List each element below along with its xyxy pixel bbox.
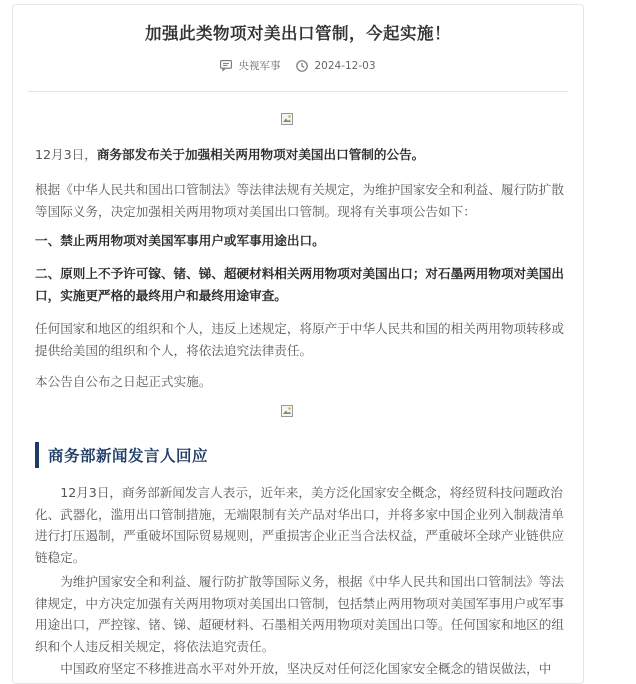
article-meta <box>13 58 583 73</box>
spokesperson-paragraph-2: 为维护国家安全和利益、履行防扩散等国际义务，根据《中华人民共和国出口管制法》等法律规定，中方决定加强有关两用物项对美国出口管制，包括禁止两用物项对美国军事用户或军事用途出口，严控镓、锗、锑、超硬材料、石墨相关两用物项对美国出口等。任何国家和地区的组织和个人违反相关规定，将依法追究责任。 <box>35 574 564 654</box>
header-divider <box>28 91 568 92</box>
lead-bold: 商务部发布关于加强相关两用物项对美国出口管制的公告。 <box>96 147 425 162</box>
broken-image-icon <box>281 405 293 417</box>
broken-image-icon <box>281 113 293 125</box>
clause-one: 一、禁止两用物项对美国军事用户或军事用途出口。 <box>35 233 325 248</box>
announcement-lead <box>35 144 570 166</box>
section-title: 商务部新闻发言人回应 <box>48 447 209 465</box>
source-meta <box>220 58 280 73</box>
clock-icon <box>296 60 308 72</box>
article-date: 2024-12-03 <box>314 59 376 72</box>
article-card <box>12 4 584 684</box>
effective-paragraph: 本公告自公布之日起正式实施。 <box>35 374 212 389</box>
spokesperson-paragraph-1: 12月3日，商务部新闻发言人表示，近年来，美方泛化国家安全概念，将经贸科技问题政治化、武器化，滥用出口管制措施，无端限制有关产品对华出口，并将多家中国企业列入制裁清单进行打压遏制，严重破坏国际贸易规则，严重损害企业正当合法权益，严重破坏全球产业链供应链稳定。 <box>35 485 564 565</box>
announcement-paragraph: 根据《中华人民共和国出口管制法》等法律法规有关规定，为维护国家安全和利益、履行防扩散等国际义务，决定加强相关两用物项对美国出口管制。现将有关事项公告如下： <box>35 182 564 219</box>
clause-two: 二、原则上不予许可镓、锗、锑、超硬材料相关两用物项对美国出口；对石墨两用物项对美国出口，实施更严格的最终用户和最终用途审查。 <box>35 266 564 303</box>
article-title: 加强此类物项对美出口管制，今起实施！ <box>145 24 451 43</box>
spokesperson-paragraph-3: 中国政府坚定不移推进高水平对外开放，坚决反对任何泛化国家安全概念的错误做法，中 <box>60 661 552 676</box>
lead-date: 12月3日， <box>35 147 97 162</box>
date-meta <box>296 60 375 72</box>
article-source: 央视军事 <box>238 60 281 72</box>
section-accent-bar <box>35 442 39 468</box>
liability-paragraph: 任何国家和地区的组织和个人，违反上述规定，将原产于中华人民共和国的相关两用物项转移或提供给美国的组织和个人，将依法追究法律责任。 <box>35 321 564 358</box>
chat-bubble-icon <box>220 60 232 71</box>
section-heading <box>35 441 570 469</box>
